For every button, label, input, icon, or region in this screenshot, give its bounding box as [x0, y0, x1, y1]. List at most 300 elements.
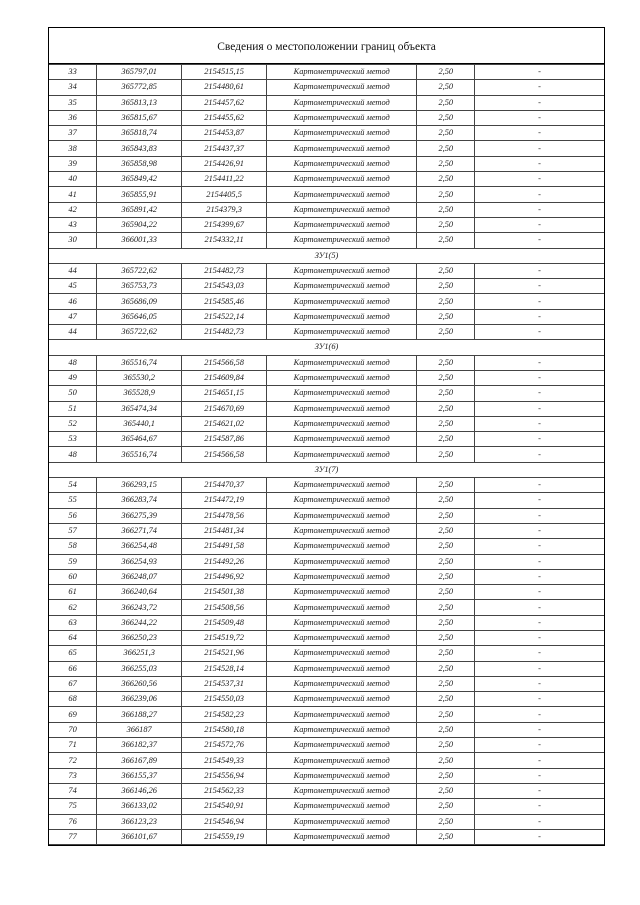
point-number-cell: 42: [49, 202, 97, 217]
description-cell: -: [475, 217, 604, 232]
table-row: [49, 80, 604, 95]
point-number-cell: 64: [49, 630, 97, 645]
method-cell: Картометрический метод: [267, 722, 417, 737]
point-number-cell: 48: [49, 355, 97, 370]
accuracy-cell: 2,50: [417, 493, 475, 508]
accuracy-cell: 2,50: [417, 753, 475, 768]
accuracy-cell: 2,50: [417, 294, 475, 309]
x-coordinate-cell: 366155,37: [97, 768, 182, 783]
table-row: [49, 65, 604, 80]
method-cell: Картометрический метод: [267, 294, 417, 309]
y-coordinate-cell: 2154528,14: [182, 661, 267, 676]
method-cell: Картометрический метод: [267, 814, 417, 829]
table-row: [49, 370, 604, 385]
coordinates-table: [49, 64, 604, 845]
table-row: [49, 355, 604, 370]
description-cell: -: [475, 355, 604, 370]
x-coordinate-cell: 366271,74: [97, 523, 182, 538]
description-cell: -: [475, 829, 604, 844]
x-coordinate-cell: 365818,74: [97, 126, 182, 141]
table-row: [49, 187, 604, 202]
description-cell: -: [475, 539, 604, 554]
table-row: [49, 799, 604, 814]
description-cell: -: [475, 585, 604, 600]
accuracy-cell: 2,50: [417, 615, 475, 630]
table-row: [49, 753, 604, 768]
point-number-cell: 46: [49, 294, 97, 309]
accuracy-cell: 2,50: [417, 202, 475, 217]
y-coordinate-cell: 2154515,15: [182, 65, 267, 80]
y-coordinate-cell: 2154580,18: [182, 722, 267, 737]
accuracy-cell: 2,50: [417, 447, 475, 462]
point-number-cell: 54: [49, 478, 97, 493]
accuracy-cell: 2,50: [417, 217, 475, 232]
accuracy-cell: 2,50: [417, 630, 475, 645]
method-cell: Картометрический метод: [267, 539, 417, 554]
point-number-cell: 71: [49, 738, 97, 753]
x-coordinate-cell: 365858,98: [97, 156, 182, 171]
x-coordinate-cell: 365797,01: [97, 65, 182, 80]
point-number-cell: 70: [49, 722, 97, 737]
y-coordinate-cell: 2154399,67: [182, 217, 267, 232]
table-row: [49, 447, 604, 462]
accuracy-cell: 2,50: [417, 325, 475, 340]
method-cell: Картометрический метод: [267, 676, 417, 691]
description-cell: -: [475, 110, 604, 125]
method-cell: Картометрический метод: [267, 783, 417, 798]
description-cell: -: [475, 65, 604, 80]
y-coordinate-cell: 2154481,34: [182, 523, 267, 538]
method-cell: Картометрический метод: [267, 401, 417, 416]
table-row: [49, 401, 604, 416]
x-coordinate-cell: 365904,22: [97, 217, 182, 232]
y-coordinate-cell: 2154585,46: [182, 294, 267, 309]
y-coordinate-cell: 2154482,73: [182, 325, 267, 340]
y-coordinate-cell: 2154521,96: [182, 646, 267, 661]
x-coordinate-cell: 365464,67: [97, 432, 182, 447]
table-row: [49, 600, 604, 615]
table-row: [49, 676, 604, 691]
description-cell: -: [475, 554, 604, 569]
y-coordinate-cell: 2154572,76: [182, 738, 267, 753]
point-number-cell: 60: [49, 569, 97, 584]
method-cell: Картометрический метод: [267, 493, 417, 508]
x-coordinate-cell: 366187: [97, 722, 182, 737]
accuracy-cell: 2,50: [417, 829, 475, 844]
point-number-cell: 63: [49, 615, 97, 630]
table-row: [49, 279, 604, 294]
x-coordinate-cell: 365646,05: [97, 309, 182, 324]
description-cell: -: [475, 279, 604, 294]
x-coordinate-cell: 365516,74: [97, 447, 182, 462]
method-cell: Картометрический метод: [267, 263, 417, 278]
table-row: [49, 172, 604, 187]
x-coordinate-cell: 366260,56: [97, 676, 182, 691]
description-cell: -: [475, 707, 604, 722]
x-coordinate-cell: 365722,62: [97, 325, 182, 340]
description-cell: -: [475, 600, 604, 615]
accuracy-cell: 2,50: [417, 187, 475, 202]
y-coordinate-cell: 2154670,69: [182, 401, 267, 416]
y-coordinate-cell: 2154549,33: [182, 753, 267, 768]
table-row: [49, 141, 604, 156]
method-cell: Картометрический метод: [267, 508, 417, 523]
x-coordinate-cell: 366001,33: [97, 233, 182, 248]
point-number-cell: 40: [49, 172, 97, 187]
table-row: [49, 523, 604, 538]
method-cell: Картометрический метод: [267, 738, 417, 753]
table-row: [49, 432, 604, 447]
description-cell: -: [475, 508, 604, 523]
point-number-cell: 48: [49, 447, 97, 462]
accuracy-cell: 2,50: [417, 738, 475, 753]
y-coordinate-cell: 2154621,02: [182, 416, 267, 431]
description-cell: -: [475, 814, 604, 829]
description-cell: -: [475, 661, 604, 676]
accuracy-cell: 2,50: [417, 355, 475, 370]
point-number-cell: 49: [49, 370, 97, 385]
coordinates-sheet: [48, 27, 605, 846]
x-coordinate-cell: 366255,03: [97, 661, 182, 676]
accuracy-cell: 2,50: [417, 172, 475, 187]
description-cell: -: [475, 263, 604, 278]
point-number-cell: 76: [49, 814, 97, 829]
x-coordinate-cell: 365891,42: [97, 202, 182, 217]
x-coordinate-cell: 366167,89: [97, 753, 182, 768]
table-row: [49, 630, 604, 645]
x-coordinate-cell: 365855,91: [97, 187, 182, 202]
section-label: ЗУ1(6): [49, 340, 604, 355]
method-cell: Картометрический метод: [267, 65, 417, 80]
method-cell: Картометрический метод: [267, 753, 417, 768]
point-number-cell: 65: [49, 646, 97, 661]
y-coordinate-cell: 2154566,58: [182, 447, 267, 462]
description-cell: -: [475, 370, 604, 385]
description-cell: -: [475, 569, 604, 584]
accuracy-cell: 2,50: [417, 600, 475, 615]
point-number-cell: 77: [49, 829, 97, 844]
y-coordinate-cell: 2154651,15: [182, 386, 267, 401]
method-cell: Картометрический метод: [267, 554, 417, 569]
point-number-cell: 67: [49, 676, 97, 691]
method-cell: Картометрический метод: [267, 707, 417, 722]
point-number-cell: 61: [49, 585, 97, 600]
section-row: [49, 340, 604, 355]
x-coordinate-cell: 366133,02: [97, 799, 182, 814]
y-coordinate-cell: 2154480,61: [182, 80, 267, 95]
y-coordinate-cell: 2154426,91: [182, 156, 267, 171]
table-row: [49, 294, 604, 309]
y-coordinate-cell: 2154411,22: [182, 172, 267, 187]
accuracy-cell: 2,50: [417, 80, 475, 95]
table-row: [49, 202, 604, 217]
accuracy-cell: 2,50: [417, 156, 475, 171]
point-number-cell: 56: [49, 508, 97, 523]
description-cell: -: [475, 722, 604, 737]
method-cell: Картометрический метод: [267, 370, 417, 385]
point-number-cell: 51: [49, 401, 97, 416]
x-coordinate-cell: 365528,9: [97, 386, 182, 401]
description-cell: -: [475, 202, 604, 217]
description-cell: -: [475, 738, 604, 753]
table-row: [49, 783, 604, 798]
x-coordinate-cell: 366251,3: [97, 646, 182, 661]
description-cell: -: [475, 325, 604, 340]
point-number-cell: 47: [49, 309, 97, 324]
method-cell: Картометрический метод: [267, 386, 417, 401]
table-row: [49, 126, 604, 141]
method-cell: Картометрический метод: [267, 600, 417, 615]
point-number-cell: 33: [49, 65, 97, 80]
y-coordinate-cell: 2154519,72: [182, 630, 267, 645]
accuracy-cell: 2,50: [417, 646, 475, 661]
point-number-cell: 41: [49, 187, 97, 202]
method-cell: Картометрический метод: [267, 141, 417, 156]
accuracy-cell: 2,50: [417, 508, 475, 523]
section-row: [49, 248, 604, 263]
method-cell: Картометрический метод: [267, 156, 417, 171]
x-coordinate-cell: 365815,67: [97, 110, 182, 125]
y-coordinate-cell: 2154332,11: [182, 233, 267, 248]
method-cell: Картометрический метод: [267, 95, 417, 110]
x-coordinate-cell: 365753,73: [97, 279, 182, 294]
x-coordinate-cell: 365516,74: [97, 355, 182, 370]
accuracy-cell: 2,50: [417, 386, 475, 401]
method-cell: Картометрический метод: [267, 110, 417, 125]
x-coordinate-cell: 366283,74: [97, 493, 182, 508]
point-number-cell: 36: [49, 110, 97, 125]
x-coordinate-cell: 366182,37: [97, 738, 182, 753]
y-coordinate-cell: 2154546,94: [182, 814, 267, 829]
accuracy-cell: 2,50: [417, 676, 475, 691]
section-label: ЗУ1(7): [49, 462, 604, 477]
point-number-cell: 44: [49, 325, 97, 340]
y-coordinate-cell: 2154537,31: [182, 676, 267, 691]
method-cell: Картометрический метод: [267, 768, 417, 783]
description-cell: -: [475, 753, 604, 768]
x-coordinate-cell: 366244,22: [97, 615, 182, 630]
method-cell: Картометрический метод: [267, 309, 417, 324]
accuracy-cell: 2,50: [417, 263, 475, 278]
y-coordinate-cell: 2154472,19: [182, 493, 267, 508]
description-cell: -: [475, 156, 604, 171]
y-coordinate-cell: 2154470,37: [182, 478, 267, 493]
method-cell: Картометрический метод: [267, 523, 417, 538]
point-number-cell: 68: [49, 692, 97, 707]
method-cell: Картометрический метод: [267, 80, 417, 95]
x-coordinate-cell: 365686,09: [97, 294, 182, 309]
x-coordinate-cell: 365843,83: [97, 141, 182, 156]
description-cell: -: [475, 493, 604, 508]
y-coordinate-cell: 2154509,48: [182, 615, 267, 630]
accuracy-cell: 2,50: [417, 126, 475, 141]
description-cell: -: [475, 386, 604, 401]
point-number-cell: 34: [49, 80, 97, 95]
y-coordinate-cell: 2154492,26: [182, 554, 267, 569]
y-coordinate-cell: 2154582,23: [182, 707, 267, 722]
y-coordinate-cell: 2154379,3: [182, 202, 267, 217]
accuracy-cell: 2,50: [417, 370, 475, 385]
method-cell: Картометрический метод: [267, 692, 417, 707]
table-row: [49, 263, 604, 278]
method-cell: Картометрический метод: [267, 478, 417, 493]
accuracy-cell: 2,50: [417, 478, 475, 493]
method-cell: Картометрический метод: [267, 569, 417, 584]
y-coordinate-cell: 2154587,86: [182, 432, 267, 447]
table-row: [49, 738, 604, 753]
accuracy-cell: 2,50: [417, 585, 475, 600]
y-coordinate-cell: 2154491,58: [182, 539, 267, 554]
accuracy-cell: 2,50: [417, 401, 475, 416]
y-coordinate-cell: 2154609,84: [182, 370, 267, 385]
accuracy-cell: 2,50: [417, 554, 475, 569]
table-row: [49, 233, 604, 248]
table-row: [49, 95, 604, 110]
accuracy-cell: 2,50: [417, 814, 475, 829]
y-coordinate-cell: 2154508,56: [182, 600, 267, 615]
method-cell: Картометрический метод: [267, 279, 417, 294]
point-number-cell: 69: [49, 707, 97, 722]
description-cell: -: [475, 80, 604, 95]
point-number-cell: 45: [49, 279, 97, 294]
table-row: [49, 493, 604, 508]
y-coordinate-cell: 2154550,03: [182, 692, 267, 707]
y-coordinate-cell: 2154453,87: [182, 126, 267, 141]
method-cell: Картометрический метод: [267, 355, 417, 370]
table-row: [49, 508, 604, 523]
point-number-cell: 38: [49, 141, 97, 156]
description-cell: -: [475, 95, 604, 110]
x-coordinate-cell: 366243,72: [97, 600, 182, 615]
description-cell: -: [475, 615, 604, 630]
x-coordinate-cell: 365722,62: [97, 263, 182, 278]
accuracy-cell: 2,50: [417, 539, 475, 554]
table-row: [49, 814, 604, 829]
x-coordinate-cell: 365440,1: [97, 416, 182, 431]
point-number-cell: 58: [49, 539, 97, 554]
point-number-cell: 62: [49, 600, 97, 615]
table-row: [49, 722, 604, 737]
y-coordinate-cell: 2154482,73: [182, 263, 267, 278]
table-row: [49, 829, 604, 844]
accuracy-cell: 2,50: [417, 432, 475, 447]
method-cell: Картометрический метод: [267, 172, 417, 187]
method-cell: Картометрический метод: [267, 233, 417, 248]
section-row: [49, 462, 604, 477]
point-number-cell: 72: [49, 753, 97, 768]
description-cell: -: [475, 233, 604, 248]
y-coordinate-cell: 2154455,62: [182, 110, 267, 125]
method-cell: Картометрический метод: [267, 829, 417, 844]
point-number-cell: 35: [49, 95, 97, 110]
x-coordinate-cell: 366275,39: [97, 508, 182, 523]
x-coordinate-cell: 365813,13: [97, 95, 182, 110]
accuracy-cell: 2,50: [417, 65, 475, 80]
x-coordinate-cell: 366101,67: [97, 829, 182, 844]
method-cell: Картометрический метод: [267, 187, 417, 202]
method-cell: Картометрический метод: [267, 217, 417, 232]
method-cell: Картометрический метод: [267, 202, 417, 217]
x-coordinate-cell: 365849,42: [97, 172, 182, 187]
x-coordinate-cell: 366248,07: [97, 569, 182, 584]
table-row: [49, 156, 604, 171]
table-row: [49, 478, 604, 493]
table-row: [49, 309, 604, 324]
description-cell: -: [475, 172, 604, 187]
table-row: [49, 569, 604, 584]
y-coordinate-cell: 2154543,03: [182, 279, 267, 294]
point-number-cell: 44: [49, 263, 97, 278]
y-coordinate-cell: 2154559,19: [182, 829, 267, 844]
point-number-cell: 55: [49, 493, 97, 508]
table-row: [49, 386, 604, 401]
point-number-cell: 53: [49, 432, 97, 447]
table-row: [49, 707, 604, 722]
point-number-cell: 37: [49, 126, 97, 141]
x-coordinate-cell: 366123,23: [97, 814, 182, 829]
description-cell: -: [475, 676, 604, 691]
description-cell: -: [475, 768, 604, 783]
y-coordinate-cell: 2154457,62: [182, 95, 267, 110]
description-cell: -: [475, 799, 604, 814]
point-number-cell: 43: [49, 217, 97, 232]
method-cell: Картометрический метод: [267, 126, 417, 141]
point-number-cell: 39: [49, 156, 97, 171]
description-cell: -: [475, 141, 604, 156]
description-cell: -: [475, 416, 604, 431]
point-number-cell: 57: [49, 523, 97, 538]
description-cell: -: [475, 187, 604, 202]
table-row: [49, 110, 604, 125]
table-row: [49, 416, 604, 431]
table-row: [49, 325, 604, 340]
accuracy-cell: 2,50: [417, 141, 475, 156]
description-cell: -: [475, 309, 604, 324]
accuracy-cell: 2,50: [417, 661, 475, 676]
description-cell: -: [475, 447, 604, 462]
accuracy-cell: 2,50: [417, 95, 475, 110]
method-cell: Картометрический метод: [267, 615, 417, 630]
description-cell: -: [475, 294, 604, 309]
description-cell: -: [475, 646, 604, 661]
y-coordinate-cell: 2154496,92: [182, 569, 267, 584]
x-coordinate-cell: 365772,85: [97, 80, 182, 95]
y-coordinate-cell: 2154501,38: [182, 585, 267, 600]
accuracy-cell: 2,50: [417, 783, 475, 798]
accuracy-cell: 2,50: [417, 110, 475, 125]
y-coordinate-cell: 2154437,37: [182, 141, 267, 156]
x-coordinate-cell: 365530,2: [97, 370, 182, 385]
y-coordinate-cell: 2154540,91: [182, 799, 267, 814]
point-number-cell: 52: [49, 416, 97, 431]
x-coordinate-cell: 366250,23: [97, 630, 182, 645]
method-cell: Картометрический метод: [267, 447, 417, 462]
accuracy-cell: 2,50: [417, 233, 475, 248]
table-row: [49, 539, 604, 554]
accuracy-cell: 2,50: [417, 768, 475, 783]
table-title: Сведения о местоположении границ объекта: [49, 28, 604, 64]
table-row: [49, 661, 604, 676]
section-label: ЗУ1(5): [49, 248, 604, 263]
table-row: [49, 646, 604, 661]
x-coordinate-cell: 366146,26: [97, 783, 182, 798]
method-cell: Картометрический метод: [267, 432, 417, 447]
y-coordinate-cell: 2154566,58: [182, 355, 267, 370]
method-cell: Картометрический метод: [267, 416, 417, 431]
point-number-cell: 50: [49, 386, 97, 401]
description-cell: -: [475, 630, 604, 645]
method-cell: Картометрический метод: [267, 585, 417, 600]
